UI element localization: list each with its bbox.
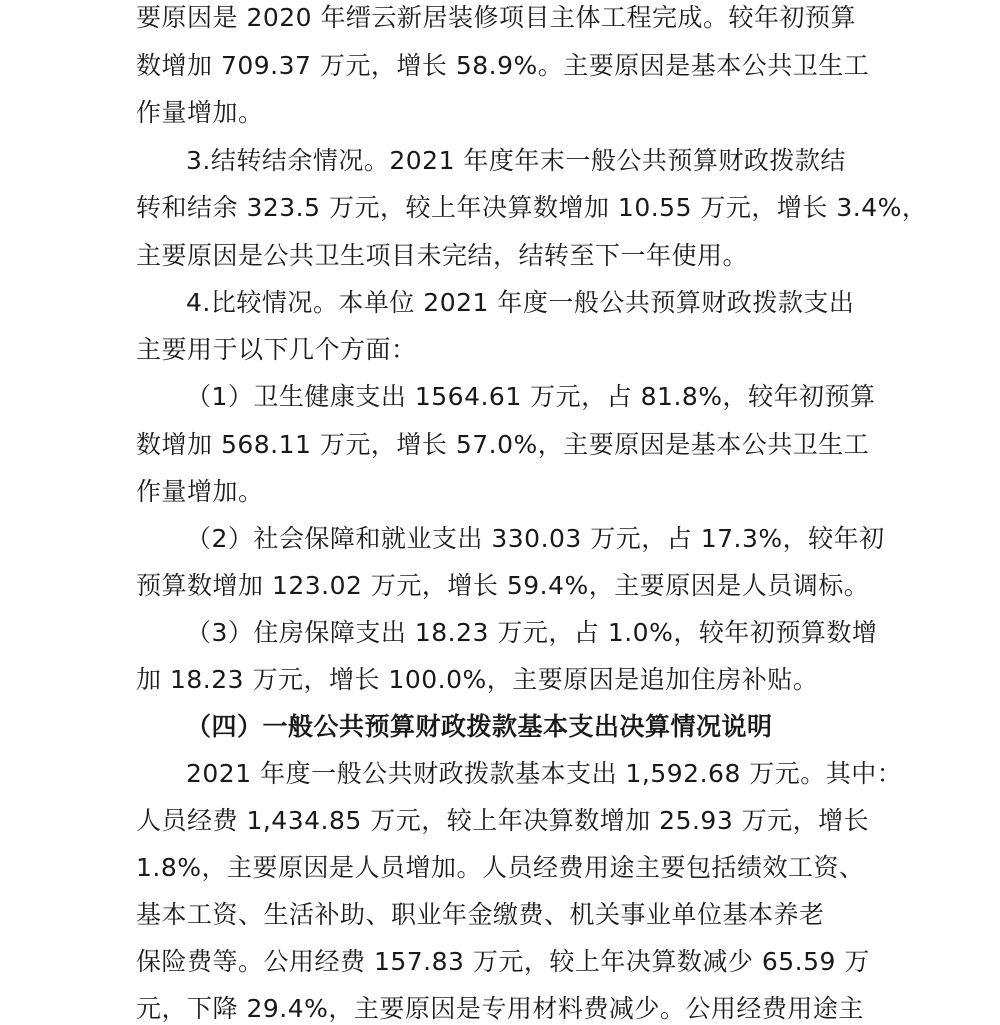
text-line-19: 1.8%，主要原因是人员增加。人员经费用途主要包括绩效工资、 [136, 853, 865, 882]
item-social-security-start: （2）社会保障和就业支出 330.03 万元，占 17.3%，较年初 [186, 524, 885, 553]
text-line-10: 数增加 568.11 万元，增长 57.0%，主要原因是基本公共卫生工 [136, 430, 870, 459]
paragraph-comparison-start: 4.比较情况。本单位 2021 年度一般公共预算财政拨款支出 [186, 288, 855, 317]
item-housing-start: （3）住房保障支出 18.23 万元，占 1.0%，较年初预算数增 [186, 618, 878, 647]
text-line-6: 主要原因是公共卫生项目未完结，结转至下一年使用。 [136, 241, 749, 270]
text-line-21: 保险费等。公用经费 157.83 万元，较上年决算数减少 65.59 万 [136, 947, 870, 976]
text-line-11: 作量增加。 [136, 477, 264, 506]
text-line-8: 主要用于以下几个方面： [136, 335, 417, 364]
text-line-2: 数增加 709.37 万元，增长 58.9%。主要原因是基本公共卫生工 [136, 51, 870, 80]
paragraph-carryover-start: 3.结转结余情况。2021 年度年末一般公共预算财政拨款结 [186, 146, 846, 175]
text-line-15: 加 18.23 万元，增长 100.0%，主要原因是追加住房补贴。 [136, 665, 819, 694]
text-line-20: 基本工资、生活补助、职业年金缴费、机关事业单位基本养老 [136, 900, 825, 929]
text-line-1: 要原因是 2020 年缙云新居装修项目主体工程完成。较年初预算 [136, 3, 857, 32]
item-health-start: （1）卫生健康支出 1564.61 万元，占 81.8%，较年初预算 [186, 382, 876, 411]
text-line-13: 预算数增加 123.02 万元，增长 59.4%，主要原因是人员调标。 [136, 571, 870, 600]
paragraph-basic-expense-start: 2021 年度一般公共财政拨款基本支出 1,592.68 万元。其中： [186, 759, 903, 788]
text-line-5: 转和结余 323.5 万元，较上年决算数增加 10.55 万元，增长 3.4%， [136, 193, 928, 222]
text-line-22: 元，下降 29.4%，主要原因是专用材料费减少。公用经费用途主 [136, 994, 864, 1023]
text-line-3: 作量增加。 [136, 98, 264, 127]
section-heading: （四）一般公共预算财政拨款基本支出决算情况说明 [186, 712, 773, 741]
text-line-18: 人员经费 1,434.85 万元，较上年决算数增加 25.93 万元，增长 [136, 806, 870, 835]
